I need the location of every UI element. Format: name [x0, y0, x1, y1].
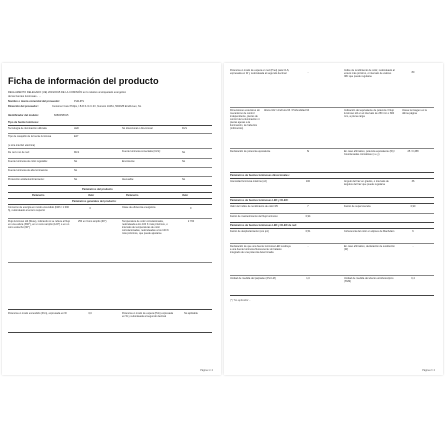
table-cell: Parámetro [32, 193, 45, 197]
divider [8, 158, 212, 159]
table-cell: Sí [306, 150, 310, 153]
divider [8, 176, 212, 177]
table-cell: 3 [89, 207, 91, 210]
table-cell: 25 / 0,458 [407, 150, 419, 153]
table-cell: Dimensiones exteriores sin mecanismo de control independiente, piezas de control de la iluminación ni piezas ajenas a la iluminación, de haberlos (milímetros) [230, 109, 260, 130]
table-cell: Unidad de medida del efecto estroboscópico (SVM) [344, 277, 394, 283]
table-cell: 0,4 [411, 277, 415, 280]
table-cell: Factor de desplazamiento (cos φ1) [230, 230, 269, 233]
divider [230, 222, 434, 223]
divider [8, 309, 212, 310]
table-cell: Coherencia del color en elipses de MacAdam [344, 230, 395, 233]
table-cell: Potencia en modo de espera en red (Pnet) para CLS, expresada en W y redondeada al segundo decimal [230, 69, 290, 75]
document-page-2 [224, 63, 443, 375]
table-cell: 100 [305, 180, 311, 183]
table-cell: No [182, 178, 186, 181]
table-cell: F [190, 207, 192, 210]
table-cell: DLS [182, 126, 187, 130]
table-cell: Protección antideslumbramiento: [8, 178, 45, 181]
table-cell: No [182, 160, 186, 163]
table-cell: Véase la imagen en la última página [402, 109, 427, 115]
regulation-text-2: de las fuentes luminosas - ... [8, 94, 42, 98]
divider [8, 167, 212, 168]
table-cell: 7 [307, 205, 309, 208]
section-header-general: Parámetros generales del producto: [72, 200, 117, 203]
table-cell: Fuente luminosa conectada (CLS): [122, 150, 161, 153]
table-cell: Valor del índice de rendimiento de color R9 [230, 205, 278, 208]
divider [230, 178, 434, 179]
table-cell: 0,51 [305, 230, 311, 233]
table-cell: Potencia en modo de espera (Psb) expresada en W y redondeada al segundo decimal [122, 312, 174, 318]
table-cell: - [412, 245, 414, 248]
table-cell: 6 [412, 230, 414, 233]
footnote: (*) 'No aplicable'... [230, 299, 251, 302]
table-cell: Altura 102 / Anchura 63 / Profundidad 64 [264, 109, 310, 112]
table-cell: - [307, 71, 309, 74]
section-header-led-mains: Parámetros de fuentes luminosas LED y OLED de red: [230, 224, 297, 227]
table-cell: - [307, 245, 309, 248]
table-cell: No [74, 178, 78, 181]
table-cell: Declaración de que una fuente luminosa LED sustituye a una fuente luminosa fluorescente sin balasto integrado de una potencia determinada [230, 245, 291, 254]
table-cell: 3,0 [88, 312, 92, 315]
light-source-type-label: Tipo de fuente luminosa: [8, 121, 39, 124]
table-cell: Declaración de potencia equivalente [230, 150, 271, 153]
table-cell: Tipo de casquillo de la fuente luminosa [8, 135, 52, 138]
table-cell: Flujo luminoso útil (Φuse), indicando si se refiere al flujo en una esfera (360°), en un cono amplio (120°) o en un cono estrecho (90°) [8, 220, 71, 229]
document-title: Ficha de información del producto [8, 76, 159, 86]
table-cell: 2 700 [187, 220, 195, 223]
divider [8, 262, 212, 263]
divider [230, 228, 434, 229]
divider [8, 218, 212, 219]
table-cell: En caso afirmativo, potencia equivalente (W) / Coordenadas cromáticas (x e y) [344, 150, 395, 156]
divider [230, 148, 434, 149]
regulation-text: REGLAMENTO DELEGADO (UE) 2019/2015 DE LA COMISIÓN en lo relativo al etiquetado energético [8, 91, 127, 94]
divider [230, 243, 434, 244]
table-cell: Factor de supervivencia [344, 205, 371, 208]
table-cell: Ángulo del haz en grados, o intervalo de ángulos del haz que puede regularse [344, 180, 389, 186]
divider [230, 275, 434, 276]
table-cell: Valor [182, 193, 189, 197]
table-cell: Potencia en modo encendido (Pon), expresada en W [8, 312, 67, 315]
table-cell: 0,94 [305, 215, 311, 218]
table-cell: 1,0 [306, 277, 310, 280]
table-cell: No aplicable [184, 312, 198, 315]
supplier-label: Nombre o marca comercial del proveedor: [8, 100, 61, 103]
table-cell: Unidad de medida del parpadeo (Pst LM) [230, 277, 276, 280]
model-value: 8280058915 [54, 114, 69, 117]
table-cell: Consumo de energía en modo encendido (kWh / 1 000 h), redondeado al entero superior [8, 206, 69, 212]
table-cell: Fuente luminosa de alta luminancia: [8, 169, 49, 172]
table-cell: No [74, 160, 78, 163]
table-cell: Indicación del equivalente de potencia / Flujo luminoso útil en el intervalo de 250 mm x 800 mm, a plena carga [344, 109, 395, 118]
table-cell: Fuente luminosa de color regulable: [8, 160, 48, 163]
table-cell: De red o no de red: [8, 151, 30, 154]
table-cell: Factor de mantenimiento del flujo luminoso [230, 215, 278, 218]
model-label: Identificador del modelo: [8, 114, 39, 117]
divider [230, 203, 434, 204]
table-cell: Índice de rendimiento de color, redondeado al entero más próximo, o intervalo de valores IRC que puede regularse [344, 69, 395, 78]
divider [8, 198, 212, 199]
divider [8, 204, 212, 205]
divider [230, 107, 434, 108]
page-footer: Página 2 / 2 [422, 369, 435, 372]
divider [8, 332, 212, 333]
page-footer: Página 1 / 2 [200, 369, 213, 372]
table-cell: (u otra interfaz eléctrica) [8, 144, 35, 147]
supplier-value: PHILIPS [74, 100, 84, 103]
table-cell: E27 [74, 135, 79, 138]
address-label: Dirección del proveedor: [8, 105, 39, 108]
table-cell: 250 en Cono amplio (90°) [78, 220, 107, 223]
table-cell: 36 [411, 180, 415, 183]
table-cell: 0,90 [410, 205, 416, 208]
divider [230, 295, 434, 296]
table-cell: Intensidad luminosa máxima (cd) [230, 180, 267, 183]
address-value: Customer Care Philips, I.B.R.S./C.C.R.I ,Numéro 10461, 5600VB Eindhoven, NL [52, 104, 142, 108]
table-cell: 80 [411, 71, 415, 74]
table-cell: Atenuable: [122, 178, 134, 181]
table-cell: Envolvente: [122, 160, 136, 163]
document-page-1 [2, 63, 221, 375]
table-cell: Temperatura de color correlacionada, redondeada a los 100 K más próximos, o intervalo de temperaturas de color correlacionadas, redondeadas a los 100 K más próximos, que puede ajustarse [122, 220, 169, 235]
table-cell: No direccional o direccional [122, 126, 153, 130]
section-header-product-params: Parámetros del producto [82, 188, 113, 191]
table-cell: En caso afirmativo, declaración de sustitución (W) [344, 245, 395, 251]
table-cell: No [182, 151, 186, 154]
table-cell: Clase de eficiencia energética [122, 206, 156, 209]
divider [8, 148, 212, 149]
divider [8, 133, 212, 134]
section-header-led: Parámetros de fuentes luminosas LED y OLED: [230, 199, 289, 202]
table-cell: No [74, 169, 78, 172]
divider [230, 213, 434, 214]
table-cell: LED [74, 126, 79, 130]
table-cell: Tecnología de iluminación utilizada [8, 126, 47, 130]
table-cell: Valor [88, 193, 95, 197]
divider [230, 197, 434, 198]
divider [8, 185, 212, 186]
table-cell: Parámetro [126, 193, 139, 197]
table-cell: MLS [74, 151, 80, 154]
divider [230, 172, 434, 173]
section-header-directional: Parámetros de fuentes luminosas direccionales: [230, 174, 290, 177]
